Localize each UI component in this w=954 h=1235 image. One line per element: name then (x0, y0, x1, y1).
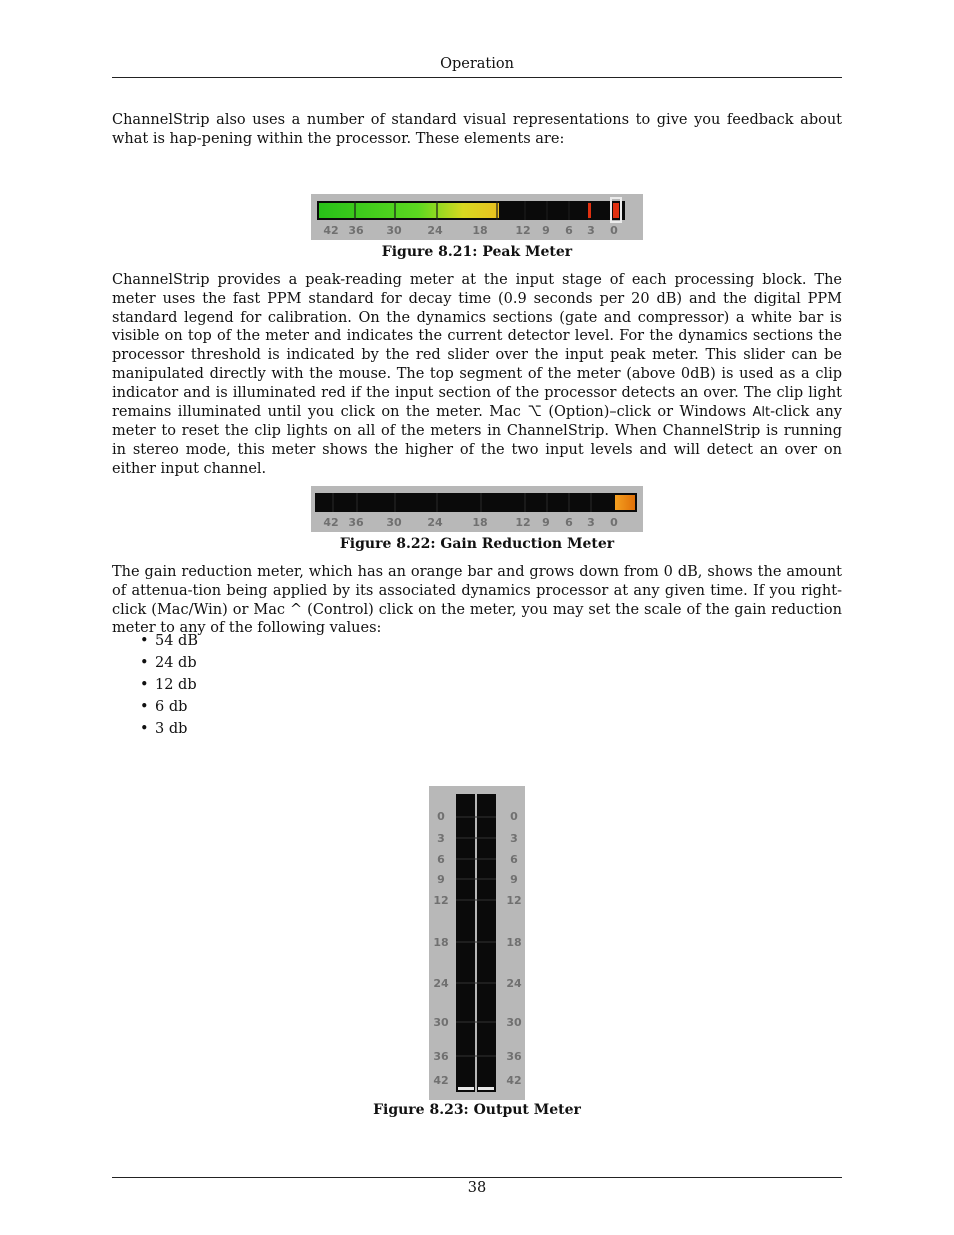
threshold-slider[interactable] (588, 203, 591, 218)
scale-label-left: 30 (433, 1016, 449, 1029)
scale-label-left: 36 (433, 1050, 449, 1063)
paragraph-text: -click any meter to reset the clip lights on all of the meters in ChannelStrip. When ChannelStrip is running in stereo mode, this meter shows the higher of the two input levels and will detect an over on either input channel. (112, 403, 842, 477)
gain-reduction-meter[interactable] (311, 486, 643, 532)
peak-meter[interactable] (311, 194, 643, 240)
scale-label: 18 (472, 516, 488, 529)
scale-label: 12 (515, 224, 531, 237)
gain-reduction-bar (615, 495, 635, 510)
scale-label-right: 36 (506, 1050, 522, 1063)
scale-label-right: 30 (506, 1016, 522, 1029)
scale-label-right: 0 (510, 810, 518, 823)
footer-rule (112, 1177, 842, 1178)
scale-label: 42 (323, 516, 339, 529)
scale-label-left: 9 (437, 873, 445, 886)
output-meter[interactable] (429, 786, 525, 1100)
scale-label: 9 (542, 516, 550, 529)
scale-label-right: 12 (506, 894, 522, 907)
scale-label: 9 (542, 224, 550, 237)
list-item: • 54 dB (140, 630, 198, 652)
scale-label: 6 (565, 516, 573, 529)
gain-reduction-paragraph: The gain reduction meter, which has an orange bar and grows down from 0 dB, shows the amount of attenua-tion being applied by its associated dynamics processor at any given time. If you right-click (Mac/Win) or Mac ^ (Control) click on the meter, you may set the scale of the gain reduction meter to any of the following values: (112, 564, 842, 637)
scale-label-right: 9 (510, 873, 518, 886)
meter-track (315, 493, 637, 512)
scale-label-left: 6 (437, 853, 445, 866)
scale-options-list (140, 630, 198, 740)
scale-label: 18 (472, 224, 488, 237)
scale-label: 3 (587, 224, 595, 237)
list-item: • 3 db (140, 718, 198, 740)
scale-label: 12 (515, 516, 531, 529)
scale-label: 36 (348, 224, 364, 237)
figure-caption: Figure 8.23: Output Meter (373, 1102, 581, 1118)
scale-label-left: 12 (433, 894, 449, 907)
scale-label-right: 24 (506, 977, 522, 990)
scale-label-right: 18 (506, 936, 522, 949)
paragraph-text: ChannelStrip provides a peak-reading meter at the input stage of each processing block. The meter uses the fast PPM standard for decay time (0.9 seconds per 20 dB) and the digital PPM standard legend for calibration. On the dynamics sections (gate and compressor) a white bar is visible on top of the meter and indicates the current detector level. For the dynamics sections the processor threshold is indicated by the red slider over the input peak meter. This slider can be manipulated directly with the mouse. The top segment of the meter (above 0dB) is used as a clip indicator and is illuminated red if the input section of the processor detects an over. The clip light remains illuminated until you click on the meter. Mac ⌥ (Option)–click or Windows (112, 272, 842, 420)
scale-label: 36 (348, 516, 364, 529)
alt-key-label: Alt (752, 404, 771, 420)
peak-meter-paragraph (112, 271, 842, 479)
scale-label-left: 42 (433, 1074, 449, 1087)
scale-label: 30 (386, 516, 402, 529)
figure-caption: Figure 8.21: Peak Meter (381, 244, 573, 260)
scale-label-left: 18 (433, 936, 449, 949)
peak-level-bar (319, 203, 499, 218)
right-level-indicator (478, 1087, 494, 1090)
clip-light[interactable] (613, 203, 619, 218)
left-level-indicator (458, 1087, 474, 1090)
scale-label: 24 (427, 224, 443, 237)
page-number: 38 (467, 1180, 487, 1196)
list-item: • 6 db (140, 696, 198, 718)
scale-label: 3 (587, 516, 595, 529)
scale-label-right: 3 (510, 832, 518, 845)
scale-label: 24 (427, 516, 443, 529)
scale-label-right: 42 (506, 1074, 522, 1087)
scale-label: 0 (610, 516, 618, 529)
scale-label-left: 24 (433, 977, 449, 990)
scale-label-left: 3 (437, 832, 445, 845)
scale-label-right: 6 (510, 853, 518, 866)
intro-paragraph: ChannelStrip also uses a number of standard visual representations to give you feedback about what is hap-pening within the processor. These elements are: (112, 112, 842, 147)
scale-label-left: 0 (437, 810, 445, 823)
list-item: • 12 db (140, 674, 198, 696)
scale-label: 0 (610, 224, 618, 237)
scale-label: 42 (323, 224, 339, 237)
figure-caption: Figure 8.22: Gain Reduction Meter (339, 536, 615, 552)
page-header: Operation (112, 54, 842, 78)
scale-label: 30 (386, 224, 402, 237)
scale-label: 6 (565, 224, 573, 237)
list-item: • 24 db (140, 652, 198, 674)
